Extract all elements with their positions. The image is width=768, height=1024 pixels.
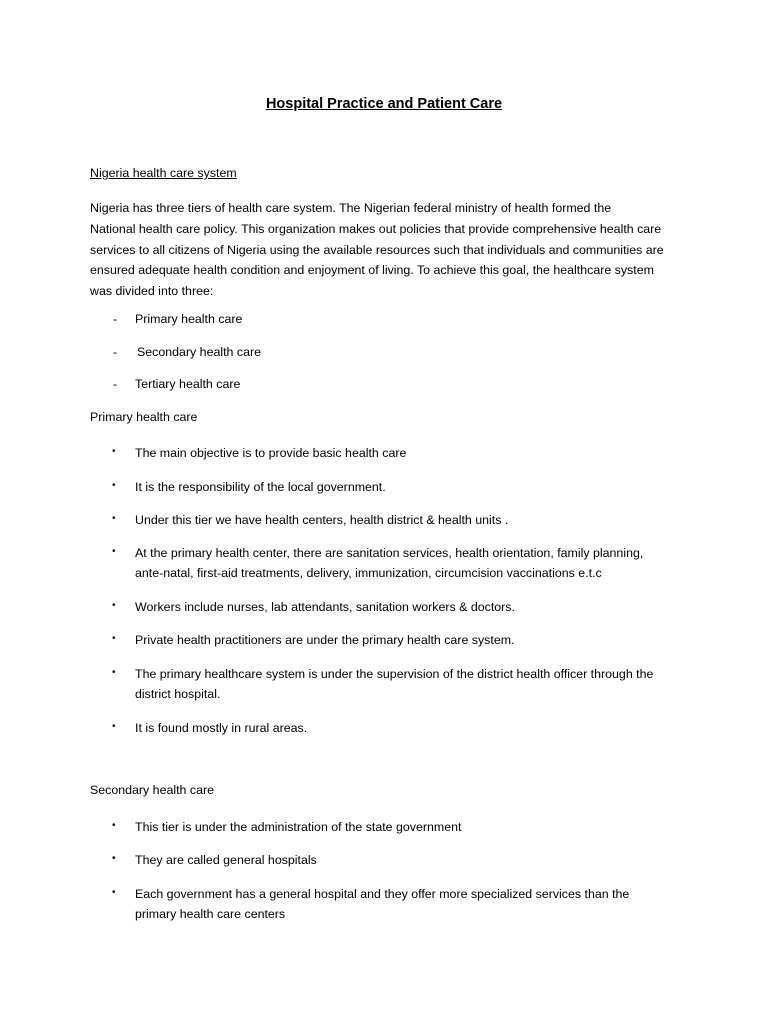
bullet-marker: • bbox=[112, 667, 116, 678]
bullet-text: It is found mostly in rural areas. bbox=[135, 721, 308, 735]
bullet-marker: • bbox=[112, 600, 116, 611]
bullet-marker: • bbox=[112, 480, 116, 491]
bullet-text-continuation: ante-natal, first-aid treatments, delivery, immunization, circumcision vaccinations e.t.c bbox=[135, 566, 602, 580]
bullet-marker: • bbox=[112, 446, 116, 457]
bullet-text-continuation: district hospital. bbox=[135, 687, 221, 701]
bullet-text: This tier is under the administration of the state government bbox=[135, 820, 462, 834]
intro-paragraph bbox=[90, 198, 690, 302]
bullet-marker: • bbox=[112, 820, 116, 831]
bullet-marker: • bbox=[112, 513, 116, 524]
intro-line: National health care policy. This organization makes out policies that provide comprehensive health care bbox=[90, 221, 662, 236]
bullet-text: It is the responsibility of the local government. bbox=[135, 480, 386, 494]
document-title: Hospital Practice and Patient Care bbox=[265, 96, 503, 112]
intro-line: services to all citizens of Nigeria using the available resources such that individuals and communities are bbox=[90, 242, 664, 257]
bullet-text: Workers include nurses, lab attendants, sanitation workers & doctors. bbox=[135, 600, 515, 614]
section-heading-primary-health-care: Primary health care bbox=[90, 410, 198, 424]
tier-label: Primary health care bbox=[135, 312, 243, 326]
bullet-marker: • bbox=[112, 721, 116, 732]
section-heading-secondary-health-care: Secondary health care bbox=[90, 783, 214, 797]
bullet-text: They are called general hospitals bbox=[135, 853, 317, 867]
bullet-text: Each government has a general hospital and they offer more specialized services than the bbox=[135, 887, 630, 901]
bullet-text-continuation: primary health care centers bbox=[135, 907, 286, 921]
bullet-text: The main objective is to provide basic health care bbox=[135, 446, 407, 460]
intro-line: was divided into three: bbox=[90, 284, 214, 299]
bullet-marker: • bbox=[112, 853, 116, 864]
intro-line: Nigeria has three tiers of health care system. The Nigerian federal ministry of health formed the bbox=[90, 201, 612, 215]
bullet-text: At the primary health center, there are sanitation services, health orientation, family planning, bbox=[135, 546, 644, 560]
dash-marker: - bbox=[113, 312, 118, 326]
bullet-text: Under this tier we have health centers, health district & health units . bbox=[135, 513, 509, 527]
dash-marker: - bbox=[113, 377, 118, 391]
tier-label: Secondary health care bbox=[137, 345, 261, 359]
tier-label: Tertiary health care bbox=[135, 377, 241, 391]
bullet-marker: • bbox=[112, 546, 116, 557]
section-heading-nigeria-health-care-system: Nigeria health care system bbox=[90, 166, 237, 180]
bullet-text: Private health practitioners are under the primary health care system. bbox=[135, 633, 515, 647]
dash-marker: - bbox=[113, 345, 118, 359]
bullet-text: The primary healthcare system is under the supervision of the district health officer through the bbox=[135, 667, 654, 681]
bullet-marker: • bbox=[112, 633, 116, 644]
intro-line: ensured adequate health condition and enjoyment of living. To achieve this goal, the healthcare system bbox=[90, 263, 654, 278]
bullet-marker: • bbox=[112, 887, 116, 898]
